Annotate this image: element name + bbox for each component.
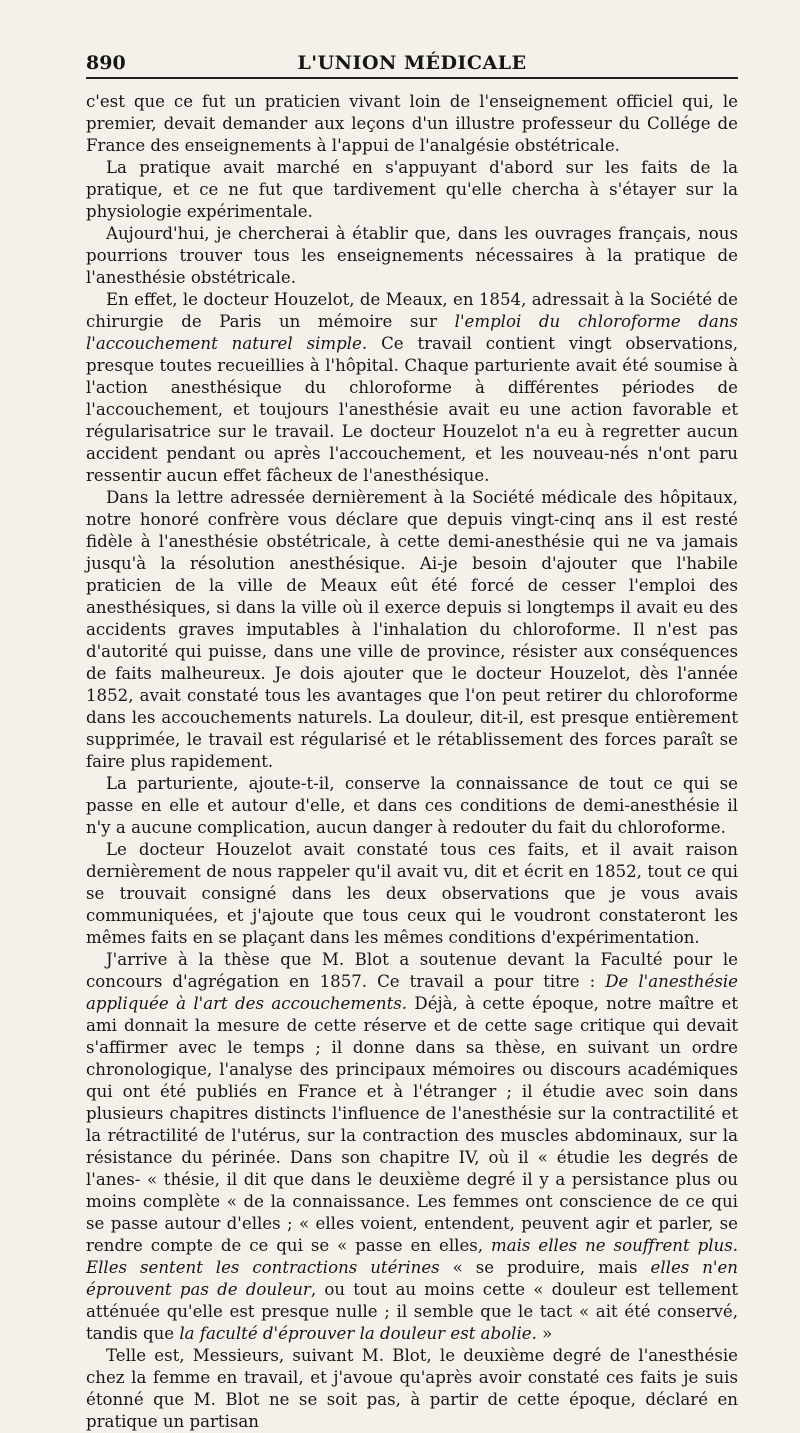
italic-text: mais elles ne souffrent plus. Elles sentent les contractions utérines (86, 1236, 738, 1277)
paragraph (86, 949, 738, 1345)
italic-text: la faculté d'éprouver la douleur est abolie. (179, 1324, 537, 1343)
header-rule (86, 77, 738, 79)
paragraph-text: La parturiente, ajoute-t-il, conserve la connaissance de tout ce qui se passe en elle et autour d'elle, et dans ces conditions de demi-anesthésie il n'y a aucune complication, aucun danger à redouter du fait du chloroforme. (86, 774, 738, 837)
paragraph (86, 157, 738, 223)
article-body (86, 91, 738, 1433)
paragraph-text: La pratique avait marché en s'appuyant d'abord sur les faits de la pratique, et ce ne fut que tardivement qu'elle chercha à s'étayer sur la physiologie expérimentale. (86, 158, 738, 221)
paragraph-text: « se produire, mais (439, 1258, 651, 1277)
running-header (86, 52, 738, 76)
paragraph-text: J'arrive à la thèse que M. Blot a soutenue devant la Faculté pour le concours d'agrégation en 1857. Ce travail a pour titre : (86, 950, 738, 991)
italic-text: l'emploi du chloroforme dans l'accouchement naturel simple. (86, 312, 738, 353)
paragraph (86, 289, 738, 487)
italic-text: elles n'en éprouvent pas de douleur (86, 1258, 738, 1299)
paragraph-text: , ou tout au moins cette « douleur est tellement atténuée qu'elle est presque nulle ; il semble que le tact « ait été conservé, tandis que (86, 1280, 739, 1343)
paragraph-text: Déjà, à cette époque, notre maître et ami donnait la mesure de cette réserve et de cette sage critique qui devait s'affirmer avec le temps ; il donne dans sa thèse, en suivant un ordre chronologique, l'analyse des principaux mémoires ou discours académiques qui ont été publiés en France et à l'étranger ; il étudie avec soin dans plusieurs chapitres distincts l'influence de l'anesthésie sur la contractilité et la rétractilité de l'utérus, sur la contraction des muscles abdominaux, sur la résistance du périnée. Dans son chapitre IV, où il « étudie les degrés de l'anes- « thésie, il dit que dans le deuxième degré il y a persistance plus ou moins complète « de la connaissance. Les femmes ont conscience de ce qui se passe autour d'elles ; « elles voient, entendent, peuvent agir et parler, se rendre compte de ce qui se « passe en elles, (86, 994, 738, 1255)
paragraph (86, 839, 738, 949)
paragraph-text: » (536, 1324, 553, 1343)
paragraph-text: Telle est, Messieurs, suivant M. Blot, le deuxième degré de l'anesthésie chez la femme en travail, et j'avoue qu'après avoir constaté ces faits je suis étonné que M. Blot ne se soit pas, à partir de cette époque, déclaré en pratique un partisan (86, 1346, 738, 1431)
paragraph (86, 91, 738, 157)
paragraph (86, 487, 738, 773)
paragraph-text: c'est que ce fut un praticien vivant loin de l'enseignement officiel qui, le premier, devait demander aux leçons d'un illustre professeur du Collége de France des enseignements à l'appui de l'analgésie obstétricale. (86, 92, 738, 155)
paragraph (86, 223, 738, 289)
paragraph (86, 1345, 738, 1433)
paragraph-text: Ce travail contient vingt observations, presque toutes recueillies à l'hôpital. Chaque parturiente avait été soumise à l'action anesthésique du chloroforme à différentes périodes de l'accouchement, et toujours l'anesthésie avait eu une action favorable et régularisatrice sur le travail. Le docteur Houzelot n'a eu à regretter aucun accident pendant ou après l'accouchement, et les nouveau-nés n'ont paru ressentir aucun effet fâcheux de l'anesthésique. (86, 334, 738, 485)
paragraph (86, 773, 738, 839)
page-number: 890 (86, 52, 126, 74)
paragraph-text: Le docteur Houzelot avait constaté tous ces faits, et il avait raison dernièrement de nous rappeler qu'il avait vu, dit et écrit en 1852, tout ce qui se trouvait consigné dans les deux observations que je vous avais communiquées, et j'ajoute que tous ceux qui le voudront constateront les mêmes faits en se plaçant dans les mêmes conditions d'expérimentation. (86, 840, 738, 947)
paragraph-text: En effet, le docteur Houzelot, de Meaux, en 1854, adressait à la Société de chirurgie de Paris un mémoire sur (86, 290, 738, 331)
paragraph-text: Dans la lettre adressée dernièrement à la Société médicale des hôpitaux, notre honoré confrère vous déclare que depuis vingt-cinq ans il est resté fidèle à l'anesthésie obstétricale, à cette demi-anesthésie qui ne va jamais jusqu'à la résolution anesthésique. Ai-je besoin d'ajouter que l'habile praticien de la ville de Meaux eût été forcé de cesser l'emploi des anesthésiques, si dans la ville où il exerce depuis si longtemps il avait eu des accidents graves imputables à l'inhalation du chloroforme. Il n'est pas d'autorité qui puisse, dans une ville de province, résister aux conséquences de faits malheureux. Je dois ajouter que le docteur Houzelot, dès l'année 1852, avait constaté tous les avantages que l'on peut retirer du chloroforme dans les accouchements naturels. La douleur, dit-il, est presque entièrement supprimée, le travail est régularisé et le rétablissement des forces paraît se faire plus rapidement. (86, 488, 738, 771)
running-title: L'UNION MÉDICALE (297, 52, 527, 74)
paragraph-text: Aujourd'hui, je chercherai à établir que, dans les ouvrages français, nous pourrions trouver tous les enseignements nécessaires à la pratique de l'anesthésie obstétricale. (86, 224, 738, 287)
italic-text: De l'anesthésie appliquée à l'art des accouchements. (86, 972, 738, 1013)
